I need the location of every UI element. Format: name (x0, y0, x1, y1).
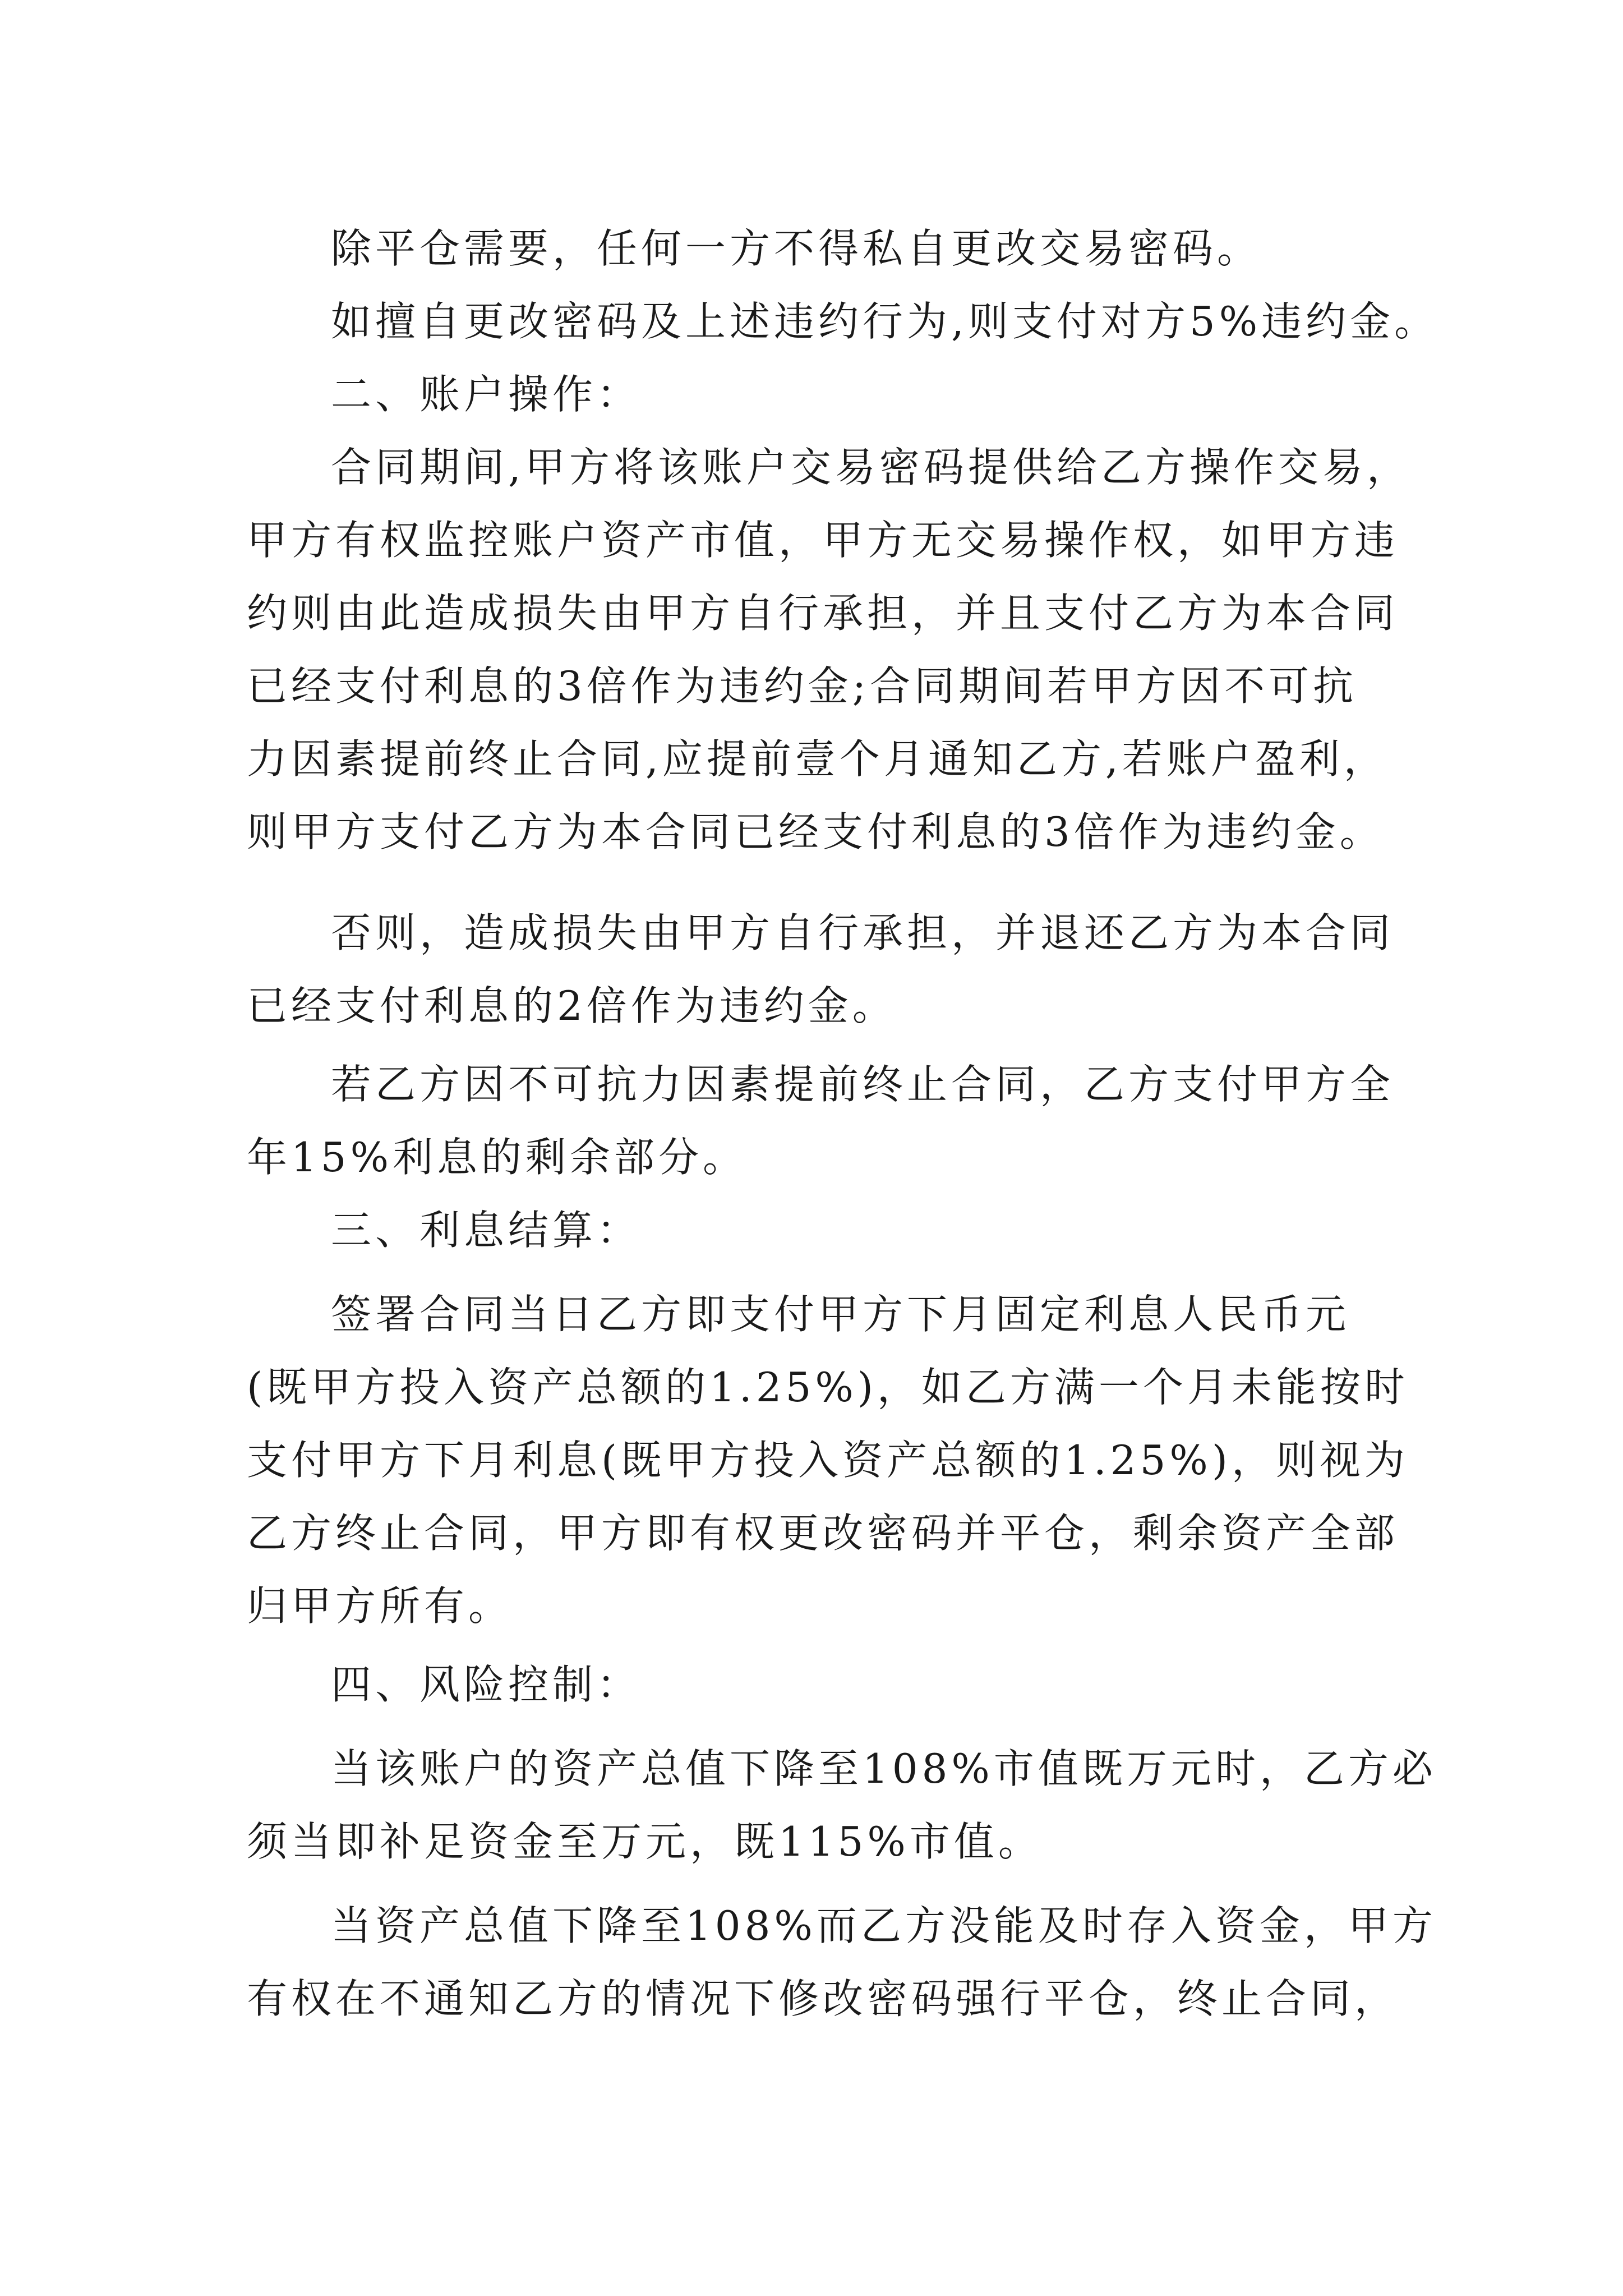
text-line: 若乙方因不可抗力因素提前终止合同，乙方支付甲方全 (331, 1061, 1395, 1108)
text-line: 归甲方所有。 (247, 1582, 513, 1630)
text-line: 除平仓需要，任何一方不得私自更改交易密码。 (331, 225, 1262, 272)
text-line: 签署合同当日乙方即支付甲方下月固定利息人民币元 (331, 1291, 1350, 1338)
text-line: 合同期间,甲方将该账户交易密码提供给乙方操作交易， (331, 444, 1411, 491)
section-heading: 四、风险控制： (331, 1661, 642, 1708)
text-line: 如擅自更改密码及上述违约行为,则支付对方5%违约金。 (331, 298, 1439, 345)
text-line: 当资产总值下降至108%而乙方没能及时存入资金，甲方 (331, 1902, 1437, 1949)
section-heading: 三、利息结算： (331, 1207, 642, 1254)
text-line: 已经支付利息的2倍作为违约金。 (247, 982, 897, 1029)
text-line: 力因素提前终止合同,应提前壹个月通知乙方,若账户盈利， (247, 735, 1388, 783)
text-line: 否则，造成损失由甲方自行承担，并退还乙方为本合同 (331, 909, 1395, 956)
section-heading: 二、账户操作： (331, 371, 642, 418)
text-line: 甲方有权监控账户资产市值，甲方无交易操作权，如甲方违 (247, 517, 1399, 564)
text-line: 须当即补足资金至万元，既115%市值。 (247, 1818, 1043, 1865)
text-line: 约则由此造成损失由甲方自行承担，并且支付乙方为本合同 (247, 590, 1399, 637)
text-line: 已经支付利息的3倍作为违约金;合同期间若甲方因不可抗 (247, 662, 1358, 710)
text-line: 有权在不通知乙方的情况下修改密码强行平仓，终止合同， (247, 1975, 1399, 2022)
text-line: (既甲方投入资产总额的1.25%)，如乙方满一个月未能按时 (247, 1364, 1409, 1411)
text-line: 当该账户的资产总值下降至108%市值既万元时，乙方必 (331, 1745, 1437, 1792)
text-line: 则甲方支付乙方为本合同已经支付利息的3倍作为违约金。 (247, 808, 1384, 855)
text-line: 支付甲方下月利息(既甲方投入资产总额的1.25%)，则视为 (247, 1437, 1409, 1484)
text-line: 年15%利息的剩余部分。 (247, 1134, 748, 1181)
text-line: 乙方终止合同，甲方即有权更改密码并平仓，剩余资产全部 (247, 1510, 1399, 1557)
